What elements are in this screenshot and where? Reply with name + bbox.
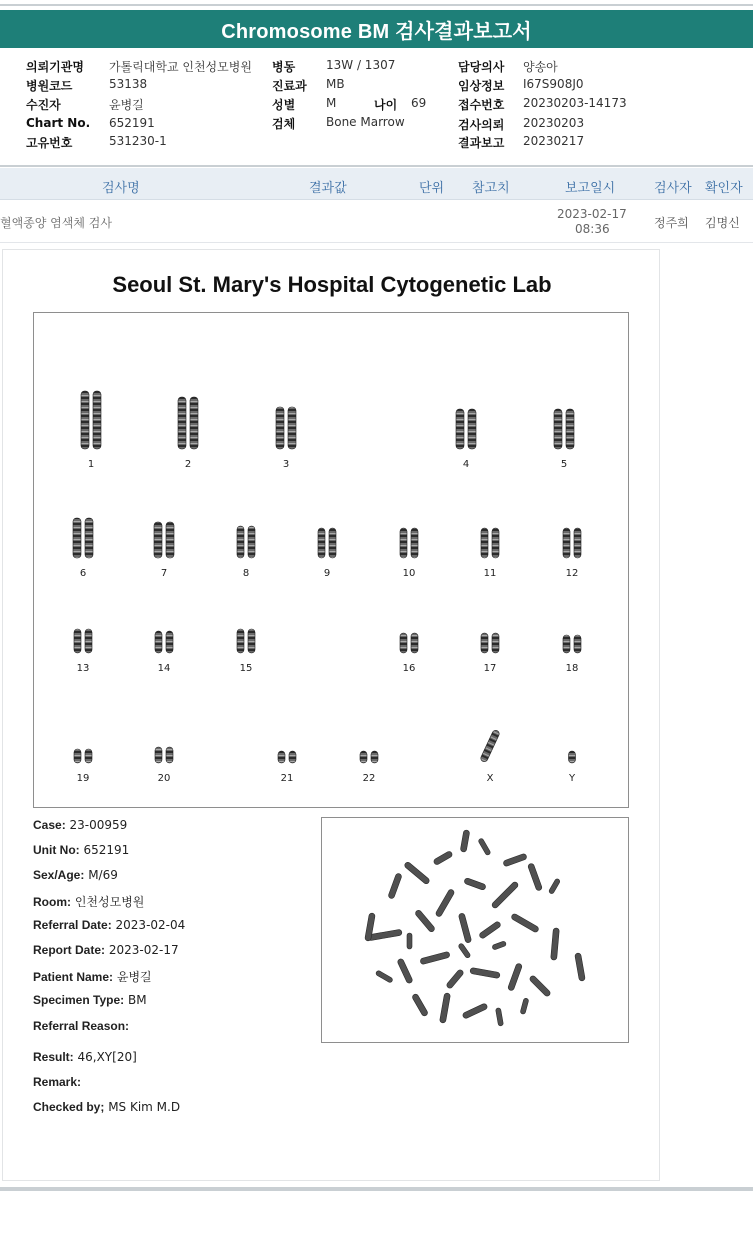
chromosome-label-7: 7 xyxy=(160,568,168,579)
referral-date-label: Referral Date: xyxy=(33,918,112,932)
receipt-no-label: 접수번호 xyxy=(458,98,505,112)
room-value: 인천성모병원 xyxy=(74,895,145,909)
checked-by-label: Checked by; xyxy=(33,1100,105,1114)
chromosome-6-a xyxy=(73,518,81,558)
chromosome-17-b xyxy=(492,633,499,653)
col-report-datetime: 보고일시 xyxy=(565,181,616,196)
chromosome-19-b xyxy=(85,749,92,763)
request-date-label: 검사의뢰 xyxy=(458,118,505,132)
dept-label: 진료과 xyxy=(272,79,307,93)
chromosome-label-4: 4 xyxy=(462,459,470,470)
chromosome-label-15: 15 xyxy=(239,663,253,674)
specimen-value: Bone Marrow xyxy=(326,115,405,129)
row-report-time: 08:36 xyxy=(575,222,610,236)
col-tester: 검사자 xyxy=(654,181,692,196)
chromosome-7-b xyxy=(166,522,174,558)
result-table-header xyxy=(0,168,753,200)
doctor-label: 담당의사 xyxy=(458,60,505,74)
chromosome-label-6: 6 xyxy=(79,568,87,579)
sexage-label: Sex/Age: xyxy=(33,868,85,882)
checked-by-field xyxy=(33,1100,180,1114)
karyogram xyxy=(33,312,629,808)
chromosome-19-a xyxy=(74,749,81,763)
specimen-label: 검체 xyxy=(272,117,296,131)
referral-date-value: 2023-02-04 xyxy=(115,918,186,932)
clinical-info-value: I67S908J0 xyxy=(523,77,584,91)
chromosome-10-b xyxy=(411,528,418,558)
sexage-value: M/69 xyxy=(88,868,118,882)
chromosome-12-b xyxy=(574,528,581,558)
chromosome-2-a xyxy=(178,397,186,449)
chromosome-5-b xyxy=(566,409,574,449)
chromosome-14-b xyxy=(166,631,173,653)
chromosome-10-a xyxy=(400,528,407,558)
result-value: 46,XY[20] xyxy=(77,1050,137,1064)
sex-value: M xyxy=(326,96,337,110)
chromosome-label-10: 10 xyxy=(402,568,416,579)
chart-no-value: 652191 xyxy=(109,116,155,130)
karyogram-image xyxy=(34,313,628,807)
chromosome-11-b xyxy=(492,528,499,558)
chromosome-7-a xyxy=(154,522,162,558)
chromosome-9-b xyxy=(329,528,336,558)
patient-value: 윤병길 xyxy=(109,98,144,112)
chromosome-5-a xyxy=(554,409,562,449)
case-field xyxy=(33,818,127,832)
receipt-no-value: 20230203-14173 xyxy=(523,96,627,110)
chromosome-15-a xyxy=(237,629,244,653)
unique-no-label: 고유번호 xyxy=(26,136,73,150)
chromosome-20-a xyxy=(155,747,162,763)
checked-by-value: MS Kim M.D xyxy=(108,1100,181,1114)
top-divider xyxy=(0,4,753,6)
chromosome-18-b xyxy=(574,635,581,653)
metaphase-spread xyxy=(321,817,629,1043)
table-row[interactable] xyxy=(0,201,753,243)
chromosome-label-16: 16 xyxy=(402,663,416,674)
chromosome-3-a xyxy=(276,407,284,449)
chromosome-8-b xyxy=(248,526,255,558)
chromosome-9-a xyxy=(318,528,325,558)
unique-no-value: 531230-1 xyxy=(109,134,167,148)
age-value: 69 xyxy=(411,96,427,110)
chromosome-label-18: 18 xyxy=(565,663,579,674)
page-title: Chromosome BM 검사결과보고서 xyxy=(0,10,753,48)
referral-reason-field xyxy=(33,1019,129,1033)
chromosome-6-b xyxy=(85,518,93,558)
row-report-date: 2023-02-17 xyxy=(557,207,627,221)
section-divider xyxy=(0,165,753,167)
remark-label: Remark: xyxy=(33,1075,82,1089)
result-field xyxy=(33,1050,137,1064)
unit-label: Unit No: xyxy=(33,843,80,857)
age-label: 나이 xyxy=(374,98,398,112)
chromosome-label-1: 1 xyxy=(87,459,95,470)
chromosome-label-2: 2 xyxy=(184,459,192,470)
row-test-name: 혈액종양 염색체 검사 xyxy=(0,216,112,230)
sex-label: 성별 xyxy=(272,98,296,112)
chromosome-12-a xyxy=(563,528,570,558)
referral-date-field xyxy=(33,918,185,932)
patient-name-label: Patient Name: xyxy=(33,970,114,984)
chromosome-label-8: 8 xyxy=(242,568,250,579)
chromosome-8-a xyxy=(237,526,244,558)
chromosome-4-a xyxy=(456,409,464,449)
chromosome-label-11: 11 xyxy=(483,568,497,579)
patient-label: 수진자 xyxy=(26,98,61,112)
chromosome-label-X: X xyxy=(486,773,494,784)
report-date-value: 2023-02-17 xyxy=(108,943,179,957)
bottom-divider xyxy=(0,1187,753,1191)
chromosome-21-b xyxy=(289,751,296,763)
report-title: Seoul St. Mary's Hospital Cytogenetic Lab xyxy=(112,272,552,297)
chromosome-4-b xyxy=(468,409,476,449)
institution-value: 가톨릭대학교 인천성모병원 xyxy=(109,60,252,74)
specimen-type-field xyxy=(33,993,147,1007)
row-tester: 정주희 xyxy=(654,216,689,230)
hospital-code-label: 병원코드 xyxy=(26,79,73,93)
chromosome-label-3: 3 xyxy=(282,459,290,470)
specimen-type-label: Specimen Type: xyxy=(33,993,125,1007)
chromosome-label-17: 17 xyxy=(483,663,497,674)
chromosome-label-14: 14 xyxy=(157,663,171,674)
chromosome-label-19: 19 xyxy=(76,773,90,784)
ward-value: 13W / 1307 xyxy=(326,58,396,72)
chromosome-Y xyxy=(569,751,576,763)
remark-field xyxy=(33,1075,81,1089)
chromosome-22-b xyxy=(371,751,378,763)
doctor-value: 양송아 xyxy=(523,60,558,74)
institution-label: 의뢰기관명 xyxy=(26,60,84,74)
specimen-type-value: BM xyxy=(127,993,147,1007)
col-reference: 참고치 xyxy=(472,181,510,196)
metaphase-spread-image xyxy=(322,818,628,1042)
chromosome-label-5: 5 xyxy=(560,459,568,470)
clinical-info-label: 임상정보 xyxy=(458,79,505,93)
chromosome-1-a xyxy=(81,391,89,449)
patient-name-value: 윤병길 xyxy=(116,970,152,984)
chromosome-label-21: 21 xyxy=(280,773,294,784)
ward-label: 병동 xyxy=(272,60,296,74)
chromosome-label-22: 22 xyxy=(362,773,376,784)
chromosome-16-a xyxy=(400,633,407,653)
col-result-value: 결과값 xyxy=(309,181,347,196)
chromosome-14-a xyxy=(155,631,162,653)
chromosome-21-a xyxy=(278,751,285,763)
room-field xyxy=(33,893,144,910)
chromosome-18-a xyxy=(563,635,570,653)
result-date-label: 결과보고 xyxy=(458,136,505,150)
unit-field xyxy=(33,843,129,857)
chromosome-label-Y: Y xyxy=(568,773,576,784)
result-date-value: 20230217 xyxy=(523,134,585,148)
chromosome-2-b xyxy=(190,397,198,449)
chromosome-3-b xyxy=(288,407,296,449)
hospital-code-value: 53138 xyxy=(109,77,148,91)
chromosome-16-b xyxy=(411,633,418,653)
chromosome-13-b xyxy=(85,629,92,653)
karyotype-report xyxy=(2,249,660,1181)
report-date-label: Report Date: xyxy=(33,943,106,957)
chromosome-11-a xyxy=(481,528,488,558)
sexage-field xyxy=(33,868,118,882)
chromosome-label-9: 9 xyxy=(323,568,331,579)
report-date-field xyxy=(33,943,179,957)
col-unit: 단위 xyxy=(419,181,445,196)
unit-value: 652191 xyxy=(83,843,130,857)
chromosome-15-b xyxy=(248,629,255,653)
result-label: Result: xyxy=(33,1050,74,1064)
chromosome-13-a xyxy=(74,629,81,653)
patient-name-field xyxy=(33,968,152,985)
dept-value: MB xyxy=(326,77,345,91)
room-label: Room: xyxy=(33,895,71,909)
chart-no-label: Chart No. xyxy=(26,116,91,130)
chromosome-20-b xyxy=(166,747,173,763)
case-label: Case: xyxy=(33,818,66,832)
chromosome-label-20: 20 xyxy=(157,773,171,784)
chromosome-label-13: 13 xyxy=(76,663,90,674)
col-test-name: 검사명 xyxy=(102,181,140,196)
chromosome-X xyxy=(480,729,501,763)
col-confirmer: 확인자 xyxy=(705,181,743,196)
row-confirmer: 김명신 xyxy=(705,216,740,230)
case-value: 23-00959 xyxy=(69,818,128,832)
chromosome-1-b xyxy=(93,391,101,449)
chromosome-label-12: 12 xyxy=(565,568,579,579)
chromosome-22-a xyxy=(360,751,367,763)
request-date-value: 20230203 xyxy=(523,116,585,130)
patient-info-panel xyxy=(0,54,753,150)
referral-reason-label: Referral Reason: xyxy=(33,1019,130,1033)
chromosome-17-a xyxy=(481,633,488,653)
